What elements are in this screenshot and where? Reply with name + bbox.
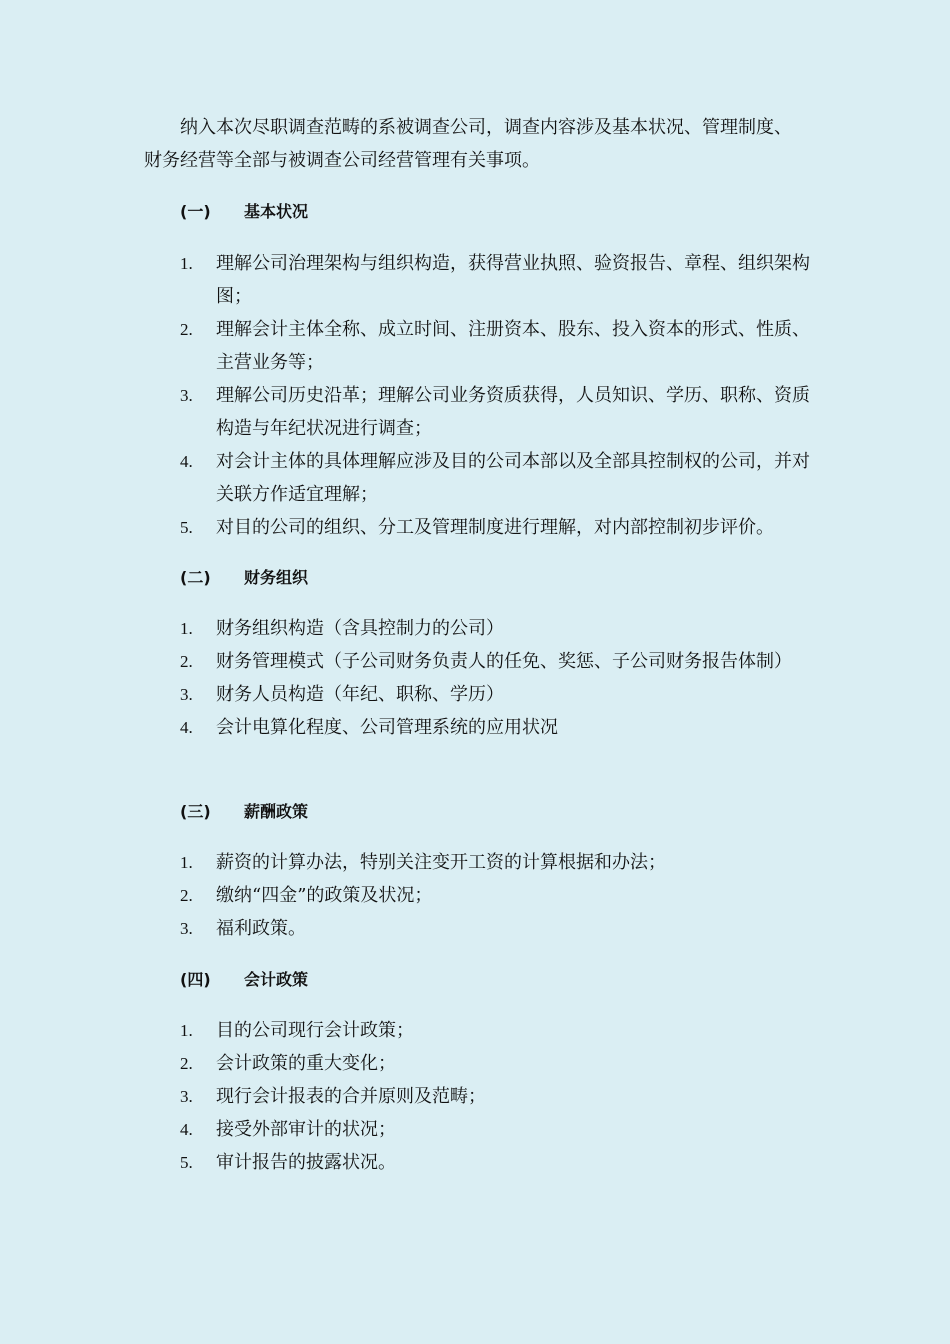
- list-text: 对会计主体的具体理解应涉及目的公司本部以及全部具控制权的公司，并对关联方作适宜理解；: [216, 451, 810, 505]
- list-item: [180, 846, 810, 879]
- list-item: [180, 1014, 810, 1047]
- list-text: 理解会计主体全称、成立时间、注册资本、股东、投入资本的形式、性质、主营业务等；: [216, 319, 810, 373]
- section-number: (三): [180, 802, 211, 821]
- list-item: [180, 1146, 810, 1179]
- section-list-finance-org: [180, 612, 810, 744]
- list-text: 财务人员构造（年纪、职称、学历）: [216, 684, 504, 705]
- list-index: 1.: [180, 619, 193, 638]
- list-text: 理解公司历史沿革；理解公司业务资质获得，人员知识、学历、职称、资质构造与年纪状况进行调查；: [216, 385, 810, 439]
- section-title: 财务组织: [244, 568, 309, 587]
- list-index: 1.: [180, 853, 193, 872]
- list-item: [180, 1047, 810, 1080]
- list-text: 目的公司现行会计政策；: [216, 1020, 414, 1041]
- list-item: [180, 1113, 810, 1146]
- list-index: 2.: [180, 1054, 193, 1073]
- list-index: 2.: [180, 320, 193, 339]
- list-item: [180, 678, 810, 711]
- list-item: [180, 645, 810, 678]
- list-item: [180, 612, 810, 645]
- list-index: 2.: [180, 886, 193, 905]
- list-text: 薪资的计算办法，特别关注变开工资的计算根据和办法；: [216, 852, 666, 873]
- list-text: 接受外部审计的状况；: [216, 1119, 396, 1140]
- list-index: 3.: [180, 685, 193, 704]
- list-index: 3.: [180, 919, 193, 938]
- list-index: 1.: [180, 1021, 193, 1040]
- section-title: 会计政策: [244, 970, 309, 989]
- list-item: [180, 247, 810, 313]
- list-item: [180, 912, 810, 945]
- list-text: 对目的公司的组织、分工及管理制度进行理解，对内部控制初步评价。: [216, 517, 774, 538]
- list-item: [180, 379, 810, 445]
- list-item: [180, 445, 810, 511]
- section-number: (二): [180, 568, 211, 587]
- list-text: 福利政策。: [216, 918, 306, 939]
- list-index: 4.: [180, 452, 193, 471]
- list-index: 4.: [180, 1120, 193, 1139]
- list-item: [180, 1080, 810, 1113]
- list-text: 会计政策的重大变化；: [216, 1053, 396, 1074]
- list-index: 3.: [180, 1087, 193, 1106]
- list-item: [180, 879, 810, 912]
- list-text: 会计电算化程度、公司管理系统的应用状况: [216, 717, 558, 738]
- list-item: [180, 711, 810, 744]
- section-number: (四): [180, 970, 211, 989]
- section-heading-basic: [180, 202, 308, 222]
- list-item: [180, 313, 810, 379]
- section-list-basic: [180, 247, 810, 544]
- list-text: 财务组织构造（含具控制力的公司）: [216, 618, 504, 639]
- list-text: 财务管理模式（子公司财务负责人的任免、奖惩、子公司财务报告体制）: [216, 651, 792, 672]
- list-text: 理解公司治理架构与组织构造，获得营业执照、验资报告、章程、组织架构图；: [216, 253, 810, 307]
- section-list-salary: [180, 846, 810, 945]
- section-heading-salary: [180, 802, 308, 822]
- list-text: 缴纳“四金”的政策及状况；: [216, 885, 433, 906]
- section-title: 薪酬政策: [244, 802, 309, 821]
- list-index: 5.: [180, 518, 193, 537]
- section-number: (一): [180, 202, 211, 221]
- list-index: 2.: [180, 652, 193, 671]
- list-text: 审计报告的披露状况。: [216, 1152, 396, 1173]
- section-title: 基本状况: [244, 202, 309, 221]
- list-item: [180, 511, 810, 544]
- list-index: 3.: [180, 386, 193, 405]
- list-text: 现行会计报表的合并原则及范畴；: [216, 1086, 486, 1107]
- list-index: 4.: [180, 718, 193, 737]
- list-index: 5.: [180, 1153, 193, 1172]
- section-heading-finance-org: [180, 568, 308, 588]
- list-index: 1.: [180, 254, 193, 273]
- intro-paragraph: 纳入本次尽职调查范畴的系被调查公司，调查内容涉及基本状况、管理制度、财务经营等全部与被调查公司经营管理有关事项。: [144, 117, 792, 171]
- section-heading-accounting: [180, 970, 308, 990]
- section-list-accounting: [180, 1014, 810, 1179]
